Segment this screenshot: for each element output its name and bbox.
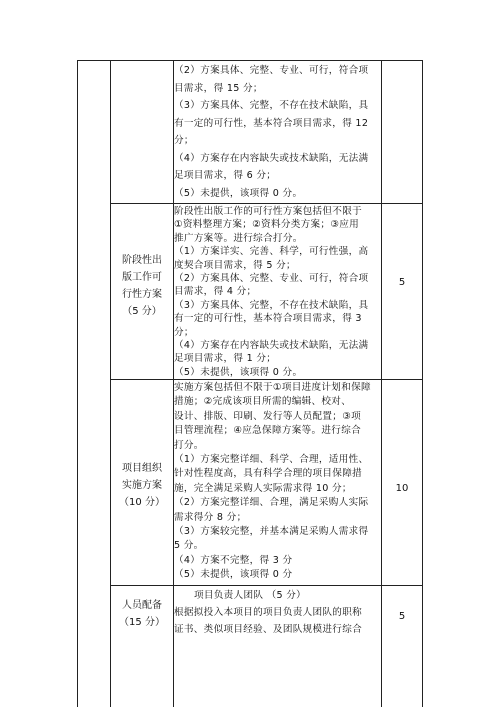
score-cell-phased-publishing: 5 bbox=[398, 277, 406, 288]
criteria-line: （5）未提供，该项得 0 分。 bbox=[174, 187, 303, 199]
category-score-label: （15 分） bbox=[119, 617, 165, 628]
criteria-line: 项目负责人团队 （5 分） bbox=[194, 590, 307, 601]
criteria-line: 目管理流程；④应急保障方案等。进行综合 bbox=[174, 425, 361, 437]
category-cell-implementation-plan bbox=[111, 460, 173, 511]
table-border-left bbox=[77, 60, 78, 707]
table-border-top bbox=[77, 60, 422, 61]
criteria-line: 推广方案等。进行综合打分。 bbox=[174, 232, 303, 244]
score-cell-staffing: 5 bbox=[398, 611, 406, 622]
category-score-label: （5 分） bbox=[122, 306, 162, 317]
criteria-line: 针对性程度高，具有科学合理的项目保障措 bbox=[174, 468, 362, 480]
criteria-line: 度契合项目需求，得 5 分； bbox=[174, 259, 296, 271]
criteria-line: 足项目需求，得 6 分； bbox=[174, 170, 277, 181]
criteria-line: 打分。 bbox=[174, 439, 204, 451]
row-divider-1 bbox=[110, 203, 422, 204]
criteria-line: （4）方案不完整，得 3 分 bbox=[174, 554, 293, 566]
category-label: 项目组织 bbox=[122, 463, 162, 474]
category-label: 实施方案 bbox=[122, 480, 162, 491]
criteria-line: 需求得分 8 分； bbox=[174, 511, 247, 523]
criteria-line: 足项目需求，得 1 分； bbox=[174, 353, 277, 365]
criteria-line: （2）方案完整详细、合理，满足采购人实际 bbox=[174, 497, 369, 509]
criteria-line: 分； bbox=[174, 135, 194, 146]
criteria-line: 5 分。 bbox=[174, 540, 204, 552]
category-label: 版工作可 bbox=[122, 272, 162, 283]
criteria-line: 目需求，得 15 分； bbox=[174, 82, 263, 94]
category-score-label: （10 分） bbox=[119, 497, 165, 508]
criteria-line: （3）方案具体、完整，不存在技术缺陷，具 bbox=[174, 100, 369, 111]
criteria-line: 措施；②完成该项目所需的编辑、校对、 bbox=[174, 396, 352, 408]
criteria-line: 证书、类似项目经验、及团队规模进行综合 bbox=[174, 624, 362, 635]
table-border-right bbox=[422, 60, 423, 707]
category-label: 阶段性出 bbox=[122, 255, 162, 266]
criteria-cell-1 bbox=[174, 62, 382, 202]
criteria-line: 施，完全满足采购人实际需求得 10 分； bbox=[174, 482, 352, 494]
criteria-line: 目需求，得 4 分； bbox=[174, 286, 257, 298]
category-cell-phased-publishing bbox=[111, 252, 173, 320]
criteria-line: ①资料整理方案；②资料分类方案；③应用 bbox=[174, 219, 360, 231]
category-cell-staffing bbox=[111, 597, 173, 631]
criteria-cell-3 bbox=[174, 381, 382, 583]
category-label: 人员配备 bbox=[122, 600, 162, 611]
score-cell-implementation-plan: 10 bbox=[395, 483, 409, 494]
criteria-cell-4 bbox=[174, 587, 382, 638]
criteria-line: （4）方案存在内容缺失或技术缺陷，无法满 bbox=[174, 152, 369, 164]
criteria-line: （1）方案详实、完善、科学，可行性强，高 bbox=[174, 246, 369, 258]
criteria-cell-2 bbox=[174, 205, 382, 379]
row-divider-3 bbox=[110, 585, 422, 586]
criteria-line: （2）方案具体、完整、专业、可行，符合项 bbox=[174, 273, 369, 285]
category-label: 行性方案 bbox=[122, 289, 162, 300]
criteria-line: 有一定的可行性，基本符合项目需求，得 3 bbox=[174, 313, 362, 325]
criteria-line: 阶段性出版工作的可行性方案包括但不限于 bbox=[174, 206, 362, 217]
criteria-line: 设计、排版、印刷、发行等人员配置；③项 bbox=[174, 410, 361, 422]
criteria-line: （3）方案较完整，并基本满足采购人需求得 bbox=[174, 526, 369, 538]
criteria-line: （3）方案具体、完整，不存在技术缺陷，具 bbox=[174, 299, 369, 311]
criteria-line: （2）方案具体、完整、专业、可行，符合项 bbox=[174, 65, 369, 76]
criteria-line: （5）未提供，该项得 0 分。 bbox=[174, 366, 303, 378]
criteria-line: （1）方案完整详细、科学、合理，适用性、 bbox=[174, 454, 369, 466]
criteria-line: （5）未提供，该项得 0 分 bbox=[174, 569, 293, 581]
criteria-line: 有一定的可行性，基本符合项目需求，得 12 bbox=[174, 117, 369, 129]
criteria-line: 根据拟投入本项目的项目负责人团队的职称 bbox=[174, 607, 362, 618]
criteria-line: 实施方案包括但不限于①项目进度计划和保障 bbox=[174, 382, 371, 393]
criteria-line: （4）方案存在内容缺失或技术缺陷，无法满 bbox=[174, 340, 369, 352]
criteria-line: 分； bbox=[174, 326, 194, 338]
